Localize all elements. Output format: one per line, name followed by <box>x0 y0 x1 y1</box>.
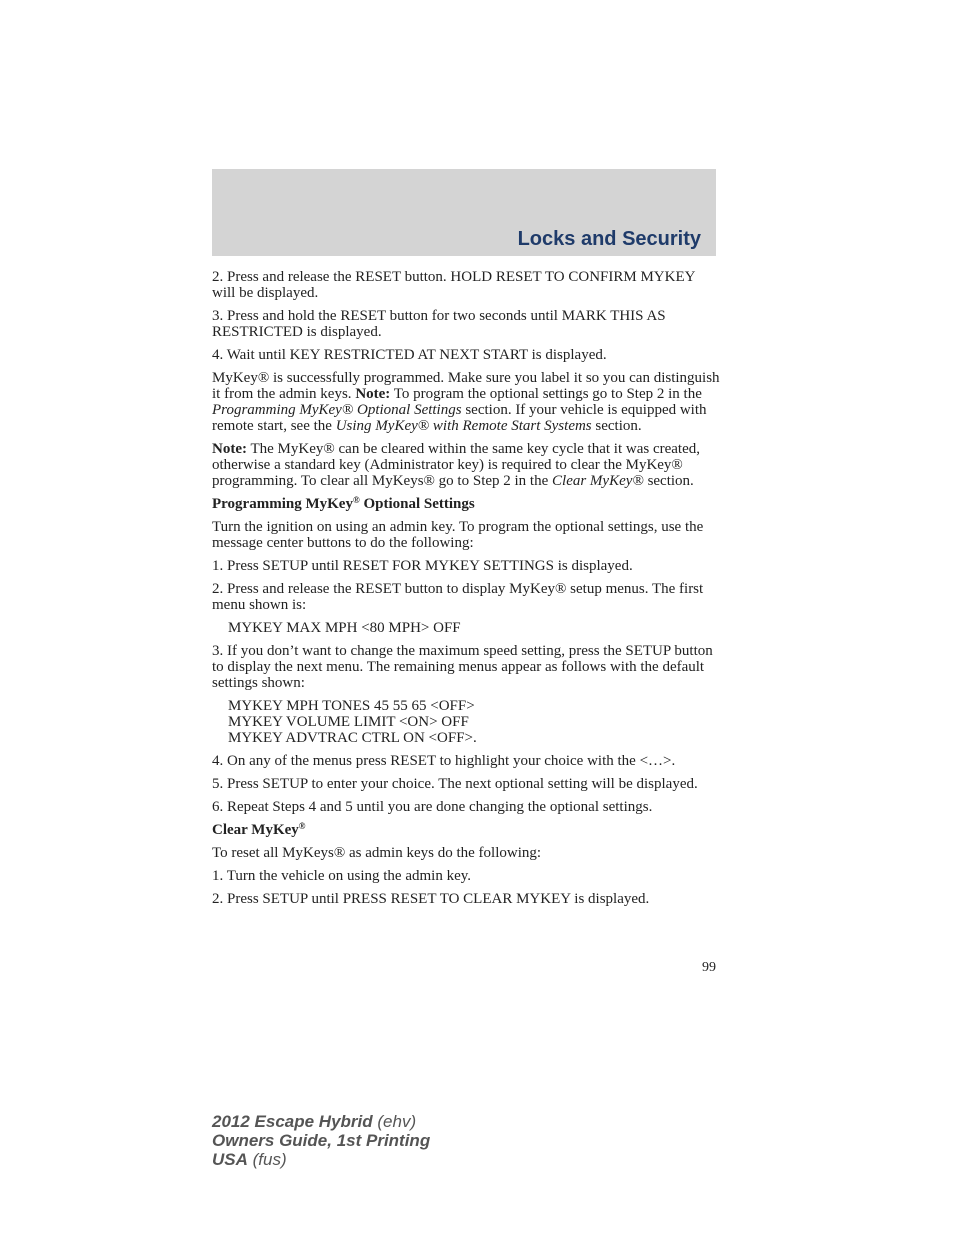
setup-step-2: 2. Press and release the RESET button to display MyKey® setup menus. The first menu shown is: <box>212 581 704 613</box>
section-header <box>212 169 716 256</box>
clear-step-1: 1. Turn the vehicle on using the admin key. <box>212 868 471 884</box>
step-3: 3. Press and hold the RESET button for two seconds until MARK THIS AS RESTRICTED is displayed. <box>212 308 666 340</box>
footer-line-region: USA (fus) <box>212 1150 287 1169</box>
subheading-clear-mykey: Clear MyKey® <box>212 821 306 838</box>
page-content <box>212 269 720 914</box>
menu-max-mph: MYKEY MAX MPH <80 MPH> OFF <box>228 620 461 636</box>
mykey-programmed-paragraph: MyKey® is successfully programmed. Make sure you label it so you can distinguish it from the admin keys. Note: To program the optional settings go to Step 2 in the Programming MyKey® Optional Settings section. If your vehicle is equipped with remote start, see the Using MyKey® with Remote Start Systems section. <box>212 370 720 434</box>
setup-step-4: 4. On any of the menus press RESET to highlight your choice with the <…>. <box>212 753 676 769</box>
page-number: 99 <box>702 960 716 975</box>
clear-note-paragraph: Note: The MyKey® can be cleared within the same key cycle that it was created, otherwise a standard key (Administrator key) is required to clear the MyKey® programming. To clear all MyKeys® go to Step 2 in the Clear MyKey® section. <box>212 441 701 489</box>
footer <box>212 1112 430 1169</box>
section-title: Locks and Security <box>517 228 701 250</box>
setup-step-5: 5. Press SETUP to enter your choice. The next optional setting will be displayed. <box>212 776 698 792</box>
setup-step-1: 1. Press SETUP until RESET FOR MYKEY SETTINGS is displayed. <box>212 558 633 574</box>
reset-paragraph: To reset all MyKeys® as admin keys do the following: <box>212 845 542 861</box>
subheading-programming-optional-settings: Programming MyKey® Optional Settings <box>212 495 475 512</box>
setup-step-6: 6. Repeat Steps 4 and 5 until you are done changing the optional settings. <box>212 799 653 815</box>
setup-step-3: 3. If you don’t want to change the maximum speed setting, press the SETUP button to display the next menu. The remaining menus appear as follows with the default settings shown: <box>212 643 713 691</box>
step-4: 4. Wait until KEY RESTRICTED AT NEXT START is displayed. <box>212 347 607 363</box>
footer-line-model: 2012 Escape Hybrid (ehv) <box>212 1112 417 1131</box>
step-2: 2. Press and release the RESET button. HOLD RESET TO CONFIRM MYKEY will be displayed. <box>212 269 695 301</box>
menu-list: MYKEY MPH TONES 45 55 65 <OFF> MYKEY VOLUME LIMIT <ON> OFF MYKEY ADVTRAC CTRL ON <OFF>. <box>228 698 477 746</box>
ignition-paragraph: Turn the ignition on using an admin key. To program the optional settings, use the message center buttons to do the following: <box>212 519 704 551</box>
footer-line-guide: Owners Guide, 1st Printing <box>212 1131 431 1150</box>
clear-step-2: 2. Press SETUP until PRESS RESET TO CLEAR MYKEY is displayed. <box>212 891 650 907</box>
